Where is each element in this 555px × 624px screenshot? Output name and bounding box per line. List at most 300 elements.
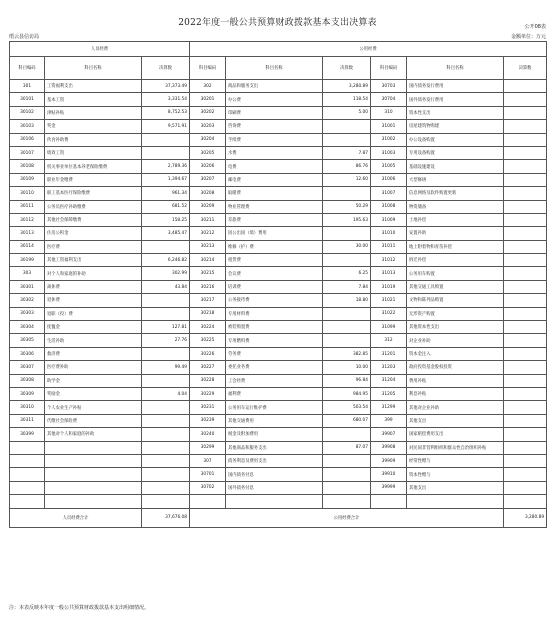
amount-cell (504, 347, 547, 360)
personnel-total-value: 37,676.08 (142, 508, 190, 527)
table-row (10, 387, 547, 400)
code-cell: 30106 (10, 133, 45, 146)
amount-cell (504, 441, 547, 454)
amount-cell (504, 133, 547, 146)
col-amount: 决算数 (504, 57, 547, 80)
amount-cell (142, 347, 190, 360)
amount-cell: 6,246.82 (142, 254, 190, 267)
amount-cell (504, 254, 547, 267)
amount-cell (504, 106, 547, 119)
amount-cell: 8,752.53 (142, 106, 190, 119)
name-cell: 救济费 (45, 347, 142, 360)
amount-cell (323, 334, 371, 347)
code-cell: 30111 (10, 200, 45, 213)
code-cell: 30229 (190, 387, 226, 400)
amount-cell (504, 146, 547, 159)
name-cell: 津贴补贴 (45, 106, 142, 119)
amount-cell (323, 481, 371, 494)
name-cell: 其他交通工具购置 (407, 280, 504, 293)
personnel-total-label: 人员经费合计 (10, 508, 142, 527)
name-cell: 拆迁补偿 (407, 254, 504, 267)
table-row (10, 93, 547, 106)
amount-cell (323, 120, 371, 133)
name-cell: 其他支出 (407, 414, 504, 427)
table-row (10, 334, 547, 347)
amount-cell: 99.49 (142, 361, 190, 374)
amount-cell (504, 401, 547, 414)
name-cell: 咨询费 (226, 120, 323, 133)
name-cell: 国内债务付息 (226, 468, 323, 481)
code-cell (10, 495, 45, 508)
amount-cell (504, 294, 547, 307)
amount-cell (504, 173, 547, 186)
amount-cell: 382.85 (323, 347, 371, 360)
name-cell: 生活补助 (45, 334, 142, 347)
table-row (10, 254, 547, 267)
code-cell: 30211 (190, 213, 226, 226)
table-row (10, 401, 547, 414)
amount-cell: 9,571.91 (142, 120, 190, 133)
amount-cell (323, 454, 371, 467)
name-cell: 绩效工资 (45, 146, 142, 159)
code-cell: 31006 (371, 173, 407, 186)
code-cell: 30231 (190, 401, 226, 414)
table-row (10, 200, 547, 213)
name-cell: 因公出国（境）费用 (226, 227, 323, 240)
code-cell: 30311 (10, 414, 45, 427)
code-cell: 31008 (371, 200, 407, 213)
table-row (10, 495, 547, 508)
code-cell: 312 (371, 334, 407, 347)
name-cell: 对企业补助 (407, 334, 504, 347)
table-row (10, 361, 547, 374)
table-row (10, 187, 547, 200)
code-cell: 30704 (371, 93, 407, 106)
code-cell: 30224 (190, 321, 226, 334)
table-row (10, 173, 547, 186)
name-cell: 地上附着物和青苗补偿 (407, 240, 504, 253)
code-cell: 31021 (371, 294, 407, 307)
amount-cell (142, 468, 190, 481)
form-number: 公开08表 (524, 24, 546, 30)
code-cell: 30309 (10, 387, 45, 400)
table-row (10, 120, 547, 133)
amount-cell (323, 495, 371, 508)
name-cell: 大型修缮 (407, 173, 504, 186)
code-cell: 31204 (371, 374, 407, 387)
amount-cell (504, 321, 547, 334)
table-row (10, 146, 547, 159)
code-cell (10, 468, 45, 481)
name-cell: 基本工资 (45, 93, 142, 106)
code-cell: 30207 (190, 173, 226, 186)
table-row (10, 307, 547, 320)
col-amount: 决算数 (142, 57, 190, 80)
col-code: 科目编码 (371, 57, 407, 80)
amount-cell (142, 441, 190, 454)
name-cell (45, 454, 142, 467)
amount-cell: 127.81 (142, 321, 190, 334)
code-cell: 30209 (190, 200, 226, 213)
amount-cell (142, 294, 190, 307)
code-cell: 30240 (190, 428, 226, 441)
name-cell: 机关事业单位基本养老保险缴费 (45, 160, 142, 173)
amount-cell (142, 146, 190, 159)
report-title: 2022年度一般公共预算财政拨款基本支出决算表 (178, 18, 377, 28)
name-cell: 公务员医疗补助缴费 (45, 200, 142, 213)
name-cell: 办公设备购置 (407, 133, 504, 146)
name-cell: 对个人和家庭的补助 (45, 267, 142, 280)
amount-unit: 金额单位：万元 (510, 34, 546, 40)
public-total-value: 3,280.89 (504, 508, 547, 527)
code-cell: 30303 (10, 307, 45, 320)
amount-cell: 961.34 (142, 187, 190, 200)
amount-cell: 12.60 (323, 173, 371, 186)
code-cell (371, 495, 407, 508)
amount-cell: 984.95 (323, 387, 371, 400)
code-cell: 31005 (371, 160, 407, 173)
amount-cell: 3,331.54 (142, 93, 190, 106)
code-cell (10, 481, 45, 494)
name-cell: 抚恤金 (45, 321, 142, 334)
col-amount: 决算数 (323, 57, 371, 80)
amount-cell (504, 414, 547, 427)
code-cell: 30399 (10, 428, 45, 441)
amount-cell (323, 468, 371, 481)
col-code: 科目编码 (190, 57, 226, 80)
code-cell: 30227 (190, 361, 226, 374)
amount-cell (504, 187, 547, 200)
code-cell: 30305 (10, 334, 45, 347)
amount-cell: 27.76 (142, 334, 190, 347)
name-cell: 安置补助 (407, 227, 504, 240)
amount-cell (504, 213, 547, 226)
name-cell: 专用材料费 (226, 307, 323, 320)
name-cell: 其他对个人和家庭的补助 (45, 428, 142, 441)
table-row (10, 428, 547, 441)
amount-cell (142, 307, 190, 320)
name-cell: 国家赔偿费用支出 (407, 428, 504, 441)
code-cell: 39909 (371, 454, 407, 467)
personnel-header: 人员经费 (10, 42, 190, 57)
table-row (10, 294, 547, 307)
amount-cell: 2,789.36 (142, 160, 190, 173)
code-cell: 30217 (190, 294, 226, 307)
amount-cell: 37,373.49 (142, 80, 190, 93)
table-row (10, 160, 547, 173)
name-cell: 水费 (226, 146, 323, 159)
code-cell: 31201 (371, 347, 407, 360)
amount-cell: 680.07 (323, 414, 371, 427)
table-row (10, 240, 547, 253)
name-cell: 文物和陈列品购置 (407, 294, 504, 307)
code-cell: 39999 (371, 481, 407, 494)
name-cell (45, 441, 142, 454)
amount-cell (323, 187, 371, 200)
code-cell: 30101 (10, 93, 45, 106)
table-row (10, 347, 547, 360)
code-cell: 30109 (10, 173, 45, 186)
name-cell: 无形资产购置 (407, 307, 504, 320)
amount-cell (323, 307, 371, 320)
name-cell: 职工基本医疗保险缴费 (45, 187, 142, 200)
name-cell: 医疗费 (45, 240, 142, 253)
amount-cell (504, 227, 547, 240)
name-cell: 公务用车购置 (407, 267, 504, 280)
amount-cell (504, 280, 547, 293)
name-cell: 资本金注入 (407, 347, 504, 360)
name-cell: 其他工资福利支出 (45, 254, 142, 267)
name-cell: 政府投资基金股权投资 (407, 361, 504, 374)
name-cell: 物资储备 (407, 200, 504, 213)
code-cell: 30204 (190, 133, 226, 146)
amount-cell: 302.99 (142, 267, 190, 280)
code-cell: 30103 (10, 120, 45, 133)
code-cell: 307 (190, 454, 226, 467)
name-cell: 劳务费 (226, 347, 323, 360)
code-cell: 30702 (190, 481, 226, 494)
public-total-label: 公用经费合计 (190, 508, 504, 527)
code-cell (190, 495, 226, 508)
code-cell: 30218 (190, 307, 226, 320)
code-cell: 399 (371, 414, 407, 427)
amount-cell (504, 93, 547, 106)
code-cell: 30307 (10, 361, 45, 374)
amount-cell (504, 267, 547, 280)
expenditure-table (9, 41, 547, 528)
code-cell: 31009 (371, 213, 407, 226)
col-name: 科目名称 (407, 57, 504, 80)
code-cell: 30306 (10, 347, 45, 360)
table-row (10, 321, 547, 334)
unit-name: 缙云县信访局 (9, 34, 40, 40)
amount-cell (142, 401, 190, 414)
table-body (10, 80, 547, 509)
code-cell: 30213 (190, 240, 226, 253)
amount-cell (504, 80, 547, 93)
amount-cell: 5.00 (323, 106, 371, 119)
name-cell: 助学金 (45, 374, 142, 387)
amount-cell (504, 240, 547, 253)
table-row (10, 481, 547, 494)
table-row (10, 468, 547, 481)
name-cell: 福利费 (226, 387, 323, 400)
code-cell: 31022 (371, 307, 407, 320)
name-cell: 邮电费 (226, 173, 323, 186)
amount-cell (142, 133, 190, 146)
table-row (10, 267, 547, 280)
name-cell: 国外债务付息 (226, 481, 323, 494)
name-cell: 印刷费 (226, 106, 323, 119)
name-cell: 其他资本性支出 (407, 321, 504, 334)
name-cell (45, 468, 142, 481)
code-cell: 303 (10, 267, 45, 280)
code-cell: 31205 (371, 387, 407, 400)
name-cell: 商品和服务支出 (226, 80, 323, 93)
name-cell (226, 495, 323, 508)
code-cell: 301 (10, 80, 45, 93)
name-cell: 税金及附加费用 (226, 428, 323, 441)
name-cell: 委托业务费 (226, 361, 323, 374)
name-cell: 专用燃料费 (226, 334, 323, 347)
amount-cell: 96.84 (323, 374, 371, 387)
name-cell: 维修（护）费 (226, 240, 323, 253)
code-cell: 39910 (371, 468, 407, 481)
name-cell: 办公费 (226, 93, 323, 106)
amount-cell: 3,485.47 (142, 227, 190, 240)
name-cell: 其他社会保障缴费 (45, 213, 142, 226)
amount-cell: 195.63 (323, 213, 371, 226)
amount-cell: 681.52 (142, 200, 190, 213)
name-cell: 其他对企业补助 (407, 401, 504, 414)
code-cell: 31013 (371, 267, 407, 280)
name-cell: 债务利息及费用支出 (226, 454, 323, 467)
code-cell: 30302 (10, 294, 45, 307)
name-cell: 电费 (226, 160, 323, 173)
name-cell: 差旅费 (226, 213, 323, 226)
amount-cell: 10.00 (323, 361, 371, 374)
name-cell: 退职（役）费 (45, 307, 142, 320)
amount-cell (142, 454, 190, 467)
code-cell: 30112 (10, 213, 45, 226)
name-cell: 医疗费补助 (45, 361, 142, 374)
code-cell: 30703 (371, 80, 407, 93)
name-cell: 伙食补助费 (45, 133, 142, 146)
name-cell: 利息补贴 (407, 387, 504, 400)
name-cell: 退休费 (45, 294, 142, 307)
code-cell: 30299 (190, 441, 226, 454)
code-cell: 30304 (10, 321, 45, 334)
table-row (10, 414, 547, 427)
name-cell (45, 495, 142, 508)
code-cell: 39907 (371, 428, 407, 441)
amount-cell (504, 160, 547, 173)
amount-cell (504, 200, 547, 213)
code-cell: 31099 (371, 321, 407, 334)
col-code: 科目编码 (10, 57, 45, 80)
code-cell: 30206 (190, 160, 226, 173)
code-cell (10, 454, 45, 467)
amount-cell (323, 133, 371, 146)
amount-cell: 3,280.89 (323, 80, 371, 93)
code-cell: 30102 (10, 106, 45, 119)
name-cell: 土地补偿 (407, 213, 504, 226)
code-cell: 30310 (10, 401, 45, 414)
code-cell: 30199 (10, 254, 45, 267)
name-cell: 工资福利支出 (45, 80, 142, 93)
name-cell: 费用补贴 (407, 374, 504, 387)
name-cell: 基础设施建设 (407, 160, 504, 173)
amount-cell (504, 428, 547, 441)
name-cell: 会议费 (226, 267, 323, 280)
amount-cell (504, 495, 547, 508)
code-cell: 30208 (190, 187, 226, 200)
table-row (10, 454, 547, 467)
amount-cell: 1,394.67 (142, 173, 190, 186)
name-cell: 公务接待费 (226, 294, 323, 307)
name-cell: 房屋建筑物购建 (407, 120, 504, 133)
table-row (10, 374, 547, 387)
amount-cell (323, 227, 371, 240)
name-cell: 离休费 (45, 280, 142, 293)
name-cell: 代缴社会保险费 (45, 414, 142, 427)
amount-cell (504, 468, 547, 481)
name-cell (45, 481, 142, 494)
code-cell: 30201 (190, 93, 226, 106)
amount-cell (504, 361, 547, 374)
amount-cell (142, 428, 190, 441)
amount-cell (504, 120, 547, 133)
table-row (10, 227, 547, 240)
code-cell: 31007 (371, 187, 407, 200)
code-cell: 30212 (190, 227, 226, 240)
code-cell: 30107 (10, 146, 45, 159)
amount-cell: 87.07 (323, 441, 371, 454)
code-cell: 310 (371, 106, 407, 119)
name-cell: 培训费 (226, 280, 323, 293)
name-cell: 其他商品和服务支出 (226, 441, 323, 454)
code-cell: 39908 (371, 441, 407, 454)
name-cell: 奖金 (45, 120, 142, 133)
amount-cell (142, 414, 190, 427)
amount-cell (504, 334, 547, 347)
col-name: 科目名称 (45, 57, 142, 80)
code-cell: 30214 (190, 254, 226, 267)
code-cell: 30202 (190, 106, 226, 119)
table-row (10, 280, 547, 293)
name-cell: 物业管理费 (226, 200, 323, 213)
col-name: 科目名称 (226, 57, 323, 80)
amount-cell: 43.84 (142, 280, 190, 293)
name-cell: 被装购置费 (226, 321, 323, 334)
name-cell: 个人农业生产补贴 (45, 401, 142, 414)
name-cell: 经常性赠与 (407, 454, 504, 467)
code-cell: 30114 (10, 240, 45, 253)
code-cell: 30203 (190, 120, 226, 133)
code-cell: 30110 (10, 187, 45, 200)
code-cell: 30225 (190, 334, 226, 347)
amount-cell (504, 387, 547, 400)
amount-cell: 50.29 (323, 200, 371, 213)
name-cell: 奖励金 (45, 387, 142, 400)
amount-cell: 4.04 (142, 387, 190, 400)
code-cell: 31001 (371, 120, 407, 133)
code-cell: 30215 (190, 267, 226, 280)
code-cell: 31010 (371, 227, 407, 240)
code-cell: 30228 (190, 374, 226, 387)
table-row (10, 441, 547, 454)
name-cell: 公务用车运行维护费 (226, 401, 323, 414)
amount-cell (323, 254, 371, 267)
table-row (10, 106, 547, 119)
name-cell: 资本性赠与 (407, 468, 504, 481)
name-cell: 租赁费 (226, 254, 323, 267)
amount-cell (504, 307, 547, 320)
name-cell (407, 495, 504, 508)
name-cell: 专用设备购置 (407, 146, 504, 159)
code-cell: 30113 (10, 227, 45, 240)
code-cell: 30301 (10, 280, 45, 293)
code-cell: 30216 (190, 280, 226, 293)
name-cell: 国内债务发行费用 (407, 80, 504, 93)
name-cell: 其他交通费用 (226, 414, 323, 427)
code-cell (10, 441, 45, 454)
amount-cell: 503.54 (323, 401, 371, 414)
code-cell: 31002 (371, 133, 407, 146)
name-cell: 职业年金缴费 (45, 173, 142, 186)
amount-cell: 6.25 (323, 267, 371, 280)
code-cell: 30226 (190, 347, 226, 360)
